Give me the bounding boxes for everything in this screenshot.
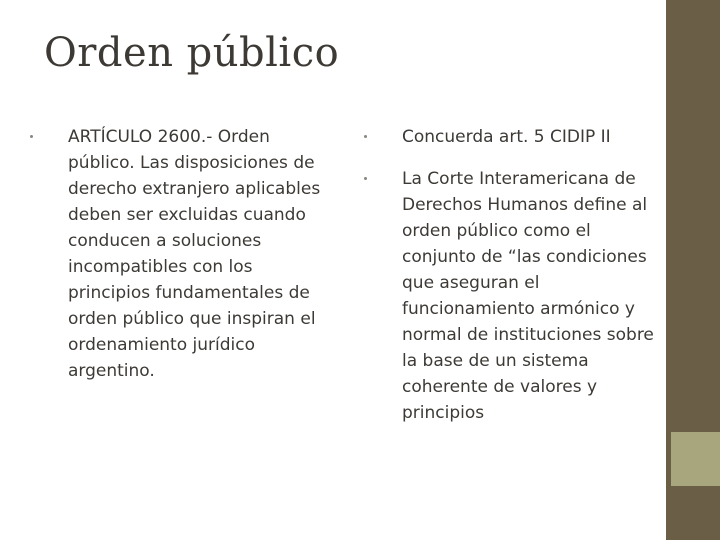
bullet-dot-icon: [364, 135, 367, 138]
bullet-dot-icon: [364, 177, 367, 180]
bullet-item: [364, 124, 654, 150]
bullet-dot-icon: [30, 135, 33, 138]
left-bullet-list: [30, 124, 330, 400]
side-accent-block: [671, 432, 720, 486]
bullet-text: ARTÍCULO 2600.- Orden público. Las disposiciones de derecho extranjero aplicables deben ser excluidas cuando conducen a soluciones incompatibles con los principios fundamentales de orden público que inspiran el ordenamiento jurídico argentino.: [68, 127, 321, 381]
slide-title: Orden público: [44, 30, 340, 76]
bullet-text: Concuerda art. 5 CIDIP II: [402, 127, 611, 147]
bullet-item: [364, 166, 654, 426]
right-bullet-list: [364, 124, 654, 442]
bullet-item: [30, 124, 330, 384]
bullet-text: La Corte Interamericana de Derechos Humanos define al orden público como el conjunto de “las condiciones que aseguran el funcionamiento armónico y normal de instituciones sobre la base de un sistema coherente de valores y principios: [402, 169, 654, 423]
